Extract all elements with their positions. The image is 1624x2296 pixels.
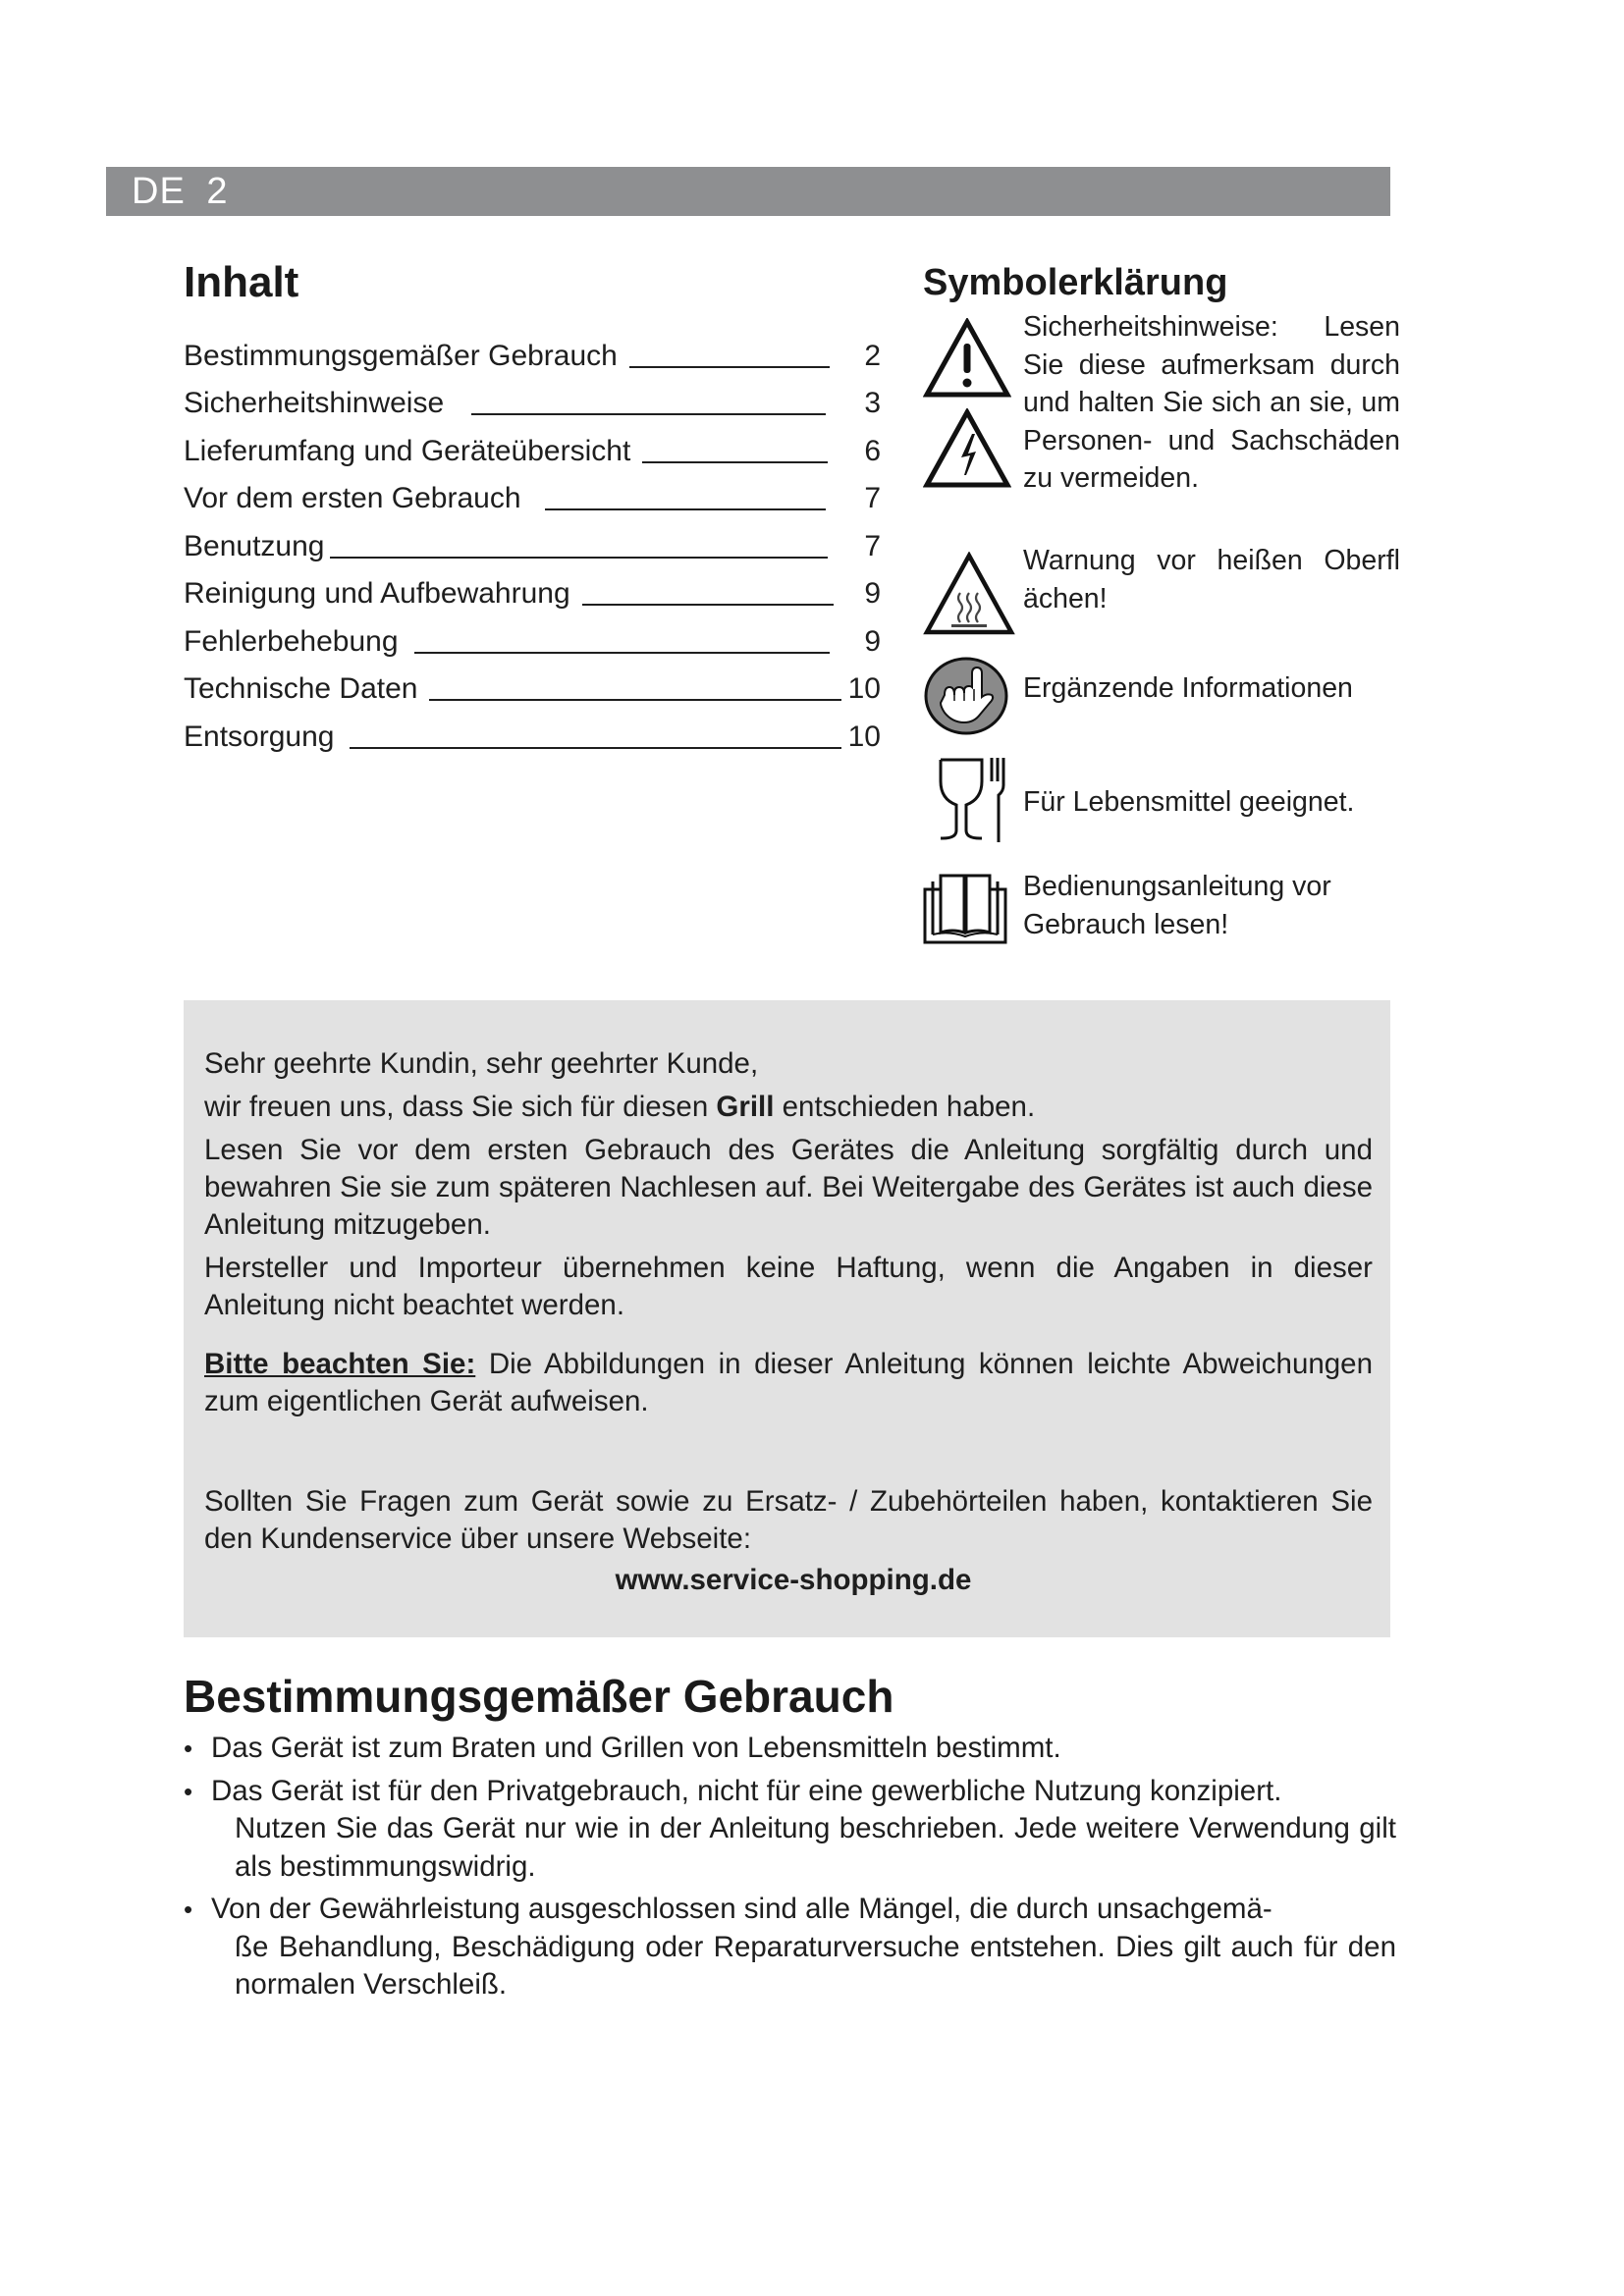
- toc-item-page: 2: [864, 339, 881, 372]
- note-label: Bitte beachten Sie:: [204, 1348, 476, 1380]
- toc-leader: [350, 747, 841, 749]
- toc-leader: [429, 699, 841, 701]
- page-header-bar: [106, 167, 1390, 216]
- intended-use-section: [184, 1669, 1396, 2009]
- toc-leader: [414, 652, 830, 654]
- bullet-icon: •: [184, 1734, 193, 1763]
- toc-leader: [642, 461, 828, 463]
- toc-item[interactable]: [184, 326, 881, 374]
- toc-item-page: 9: [864, 624, 881, 658]
- symbol-row-safety: [923, 308, 1404, 544]
- toc-item-label: Technische Daten: [184, 672, 418, 705]
- list-item: [184, 1773, 1396, 1887]
- toc-item[interactable]: [184, 421, 881, 469]
- symbol-row-hot-surface: [923, 542, 1404, 630]
- thanks-after: entschieden haben.: [774, 1091, 1036, 1123]
- symbol-row-food-safe: [923, 756, 1404, 854]
- info-hand-icon: [923, 656, 1009, 736]
- list-item: [184, 1891, 1396, 2004]
- toc-item[interactable]: [184, 707, 881, 755]
- toc-item-label: Reinigung und Aufbewahrung: [184, 577, 570, 610]
- symbol-row-read-manual: [923, 868, 1404, 956]
- product-name: Grill: [716, 1091, 775, 1123]
- toc-item-page: 7: [864, 482, 881, 514]
- illustration-note: [204, 1346, 1373, 1420]
- toc-leader: [471, 413, 826, 415]
- toc-item[interactable]: [184, 469, 881, 517]
- toc-leader: [582, 604, 834, 606]
- symbol-text-read-manual: Bedienungsanleitung vor Gebrauch lesen!: [1023, 871, 1331, 940]
- toc-item-page: 3: [864, 387, 881, 419]
- toc-item[interactable]: [184, 612, 881, 660]
- page-header-label: [132, 170, 229, 213]
- list-item-continuation: Nutzen Sie das Gerät nur wie in der Anleitung beschrieben. Jede weitere Verwendung gilt als bestimmungswidrig.: [235, 1812, 1396, 1883]
- toc-leader: [330, 557, 828, 559]
- food-safe-icon: [937, 756, 1007, 844]
- toc-item-page: 10: [847, 720, 881, 753]
- toc-item-label: Vor dem ersten Gebrauch: [184, 482, 521, 514]
- thanks-text: [204, 1089, 1373, 1126]
- toc-item-label: Benutzung: [184, 529, 325, 562]
- toc-item-page: 10: [847, 672, 881, 705]
- toc-item[interactable]: [184, 516, 881, 564]
- symbol-text-info: Ergänzende Informationen: [1023, 672, 1353, 704]
- toc-item-label: Entsorgung: [184, 720, 335, 753]
- symbol-legend: [923, 257, 1404, 940]
- section-title: Bestimmungsgemäßer Gebrauch: [184, 1671, 894, 1722]
- list-item-continuation: ße Behandlung, Beschädigung oder Reparaturversuche entstehen. Dies gilt auch für den normalen Verschleiß.: [235, 1930, 1396, 2001]
- toc-item[interactable]: [184, 660, 881, 708]
- toc-title: Inhalt: [184, 258, 299, 306]
- list-item-text: Das Gerät ist für den Privatgebrauch, nicht für eine gewerbliche Nutzung konzipiert.: [211, 1774, 1282, 1807]
- electric-hazard-icon: [923, 408, 1011, 489]
- list-item: [184, 1730, 1396, 1768]
- hot-surface-icon: [923, 552, 1015, 636]
- page-number: 2: [206, 171, 229, 212]
- list-item-text: Das Gerät ist zum Braten und Grillen von Lebensmitteln bestimmt.: [211, 1732, 1061, 1764]
- read-notice: Lesen Sie vor dem ersten Gebrauch des Gerätes die Anleitung sorgfältig durch und bewahren Sie sie zum späteren Nachlesen auf. Bei Weitergabe des Gerätes ist auch diese Anleitung mitzugeben.: [204, 1134, 1373, 1241]
- intended-use-list: [184, 1730, 1396, 2004]
- read-manual-icon: [923, 874, 1007, 944]
- service-url-link[interactable]: www.service-shopping.de: [615, 1564, 972, 1596]
- symbol-row-info: [923, 650, 1404, 738]
- bullet-icon: •: [184, 1776, 193, 1806]
- toc-item-page: 6: [864, 434, 881, 467]
- liability-notice: Hersteller und Importeur übernehmen keine Haftung, wenn die Angaben in dieser Anleitung nicht beachtet werden.: [204, 1252, 1373, 1321]
- symbol-text-safety: Sicherheitshinweise: Lesen Sie diese aufmerksam durch und halten Sie sich an sie, um Personen- und Sachschäden zu vermeiden.: [1023, 311, 1400, 494]
- toc-item-label: Bestimmungsgemäßer Gebrauch: [184, 339, 618, 372]
- contact-text: Sollten Sie Fragen zum Gerät sowie zu Ersatz- / Zubehörteilen haben, kontaktieren Sie den Kundenservice über unsere Webseite:: [204, 1485, 1373, 1555]
- note-text: Die Abbildungen in dieser Anleitung können leichte Abweichungen zum eigentlichen Gerät aufweisen.: [204, 1348, 1373, 1417]
- toc-item-label: Fehlerbehebung: [184, 624, 399, 658]
- toc-item-page: 7: [864, 529, 881, 562]
- toc-leader: [545, 508, 826, 510]
- warning-exclamation-icon: [923, 318, 1011, 399]
- language-code: DE: [132, 171, 186, 212]
- toc-item-page: 9: [864, 577, 881, 610]
- toc-leader: [629, 366, 830, 368]
- list-item-text: Von der Gewährleistung ausgeschlossen sind alle Mängel, die durch unsachgemä-: [211, 1893, 1272, 1925]
- symbol-text-hot-surface: Warnung vor heißen Oberfl ächen!: [1023, 545, 1400, 614]
- toc-item-label: Lieferumfang und Geräteübersicht: [184, 434, 631, 467]
- greeting: Sehr geehrte Kundin, sehr geehrter Kunde,: [204, 1047, 759, 1080]
- thanks-before: wir freuen uns, dass Sie sich für diesen: [204, 1091, 717, 1123]
- toc-item[interactable]: [184, 564, 881, 613]
- symbol-legend-title: Symbolerklärung: [923, 262, 1228, 303]
- bullet-icon: •: [184, 1895, 193, 1924]
- table-of-contents: [184, 257, 881, 755]
- symbol-text-food-safe: Für Lebensmittel geeignet.: [1023, 786, 1355, 818]
- toc-item-label: Sicherheitshinweise: [184, 387, 445, 419]
- toc-list: [184, 326, 881, 755]
- customer-notice-box: [184, 1000, 1390, 1637]
- toc-item[interactable]: [184, 374, 881, 422]
